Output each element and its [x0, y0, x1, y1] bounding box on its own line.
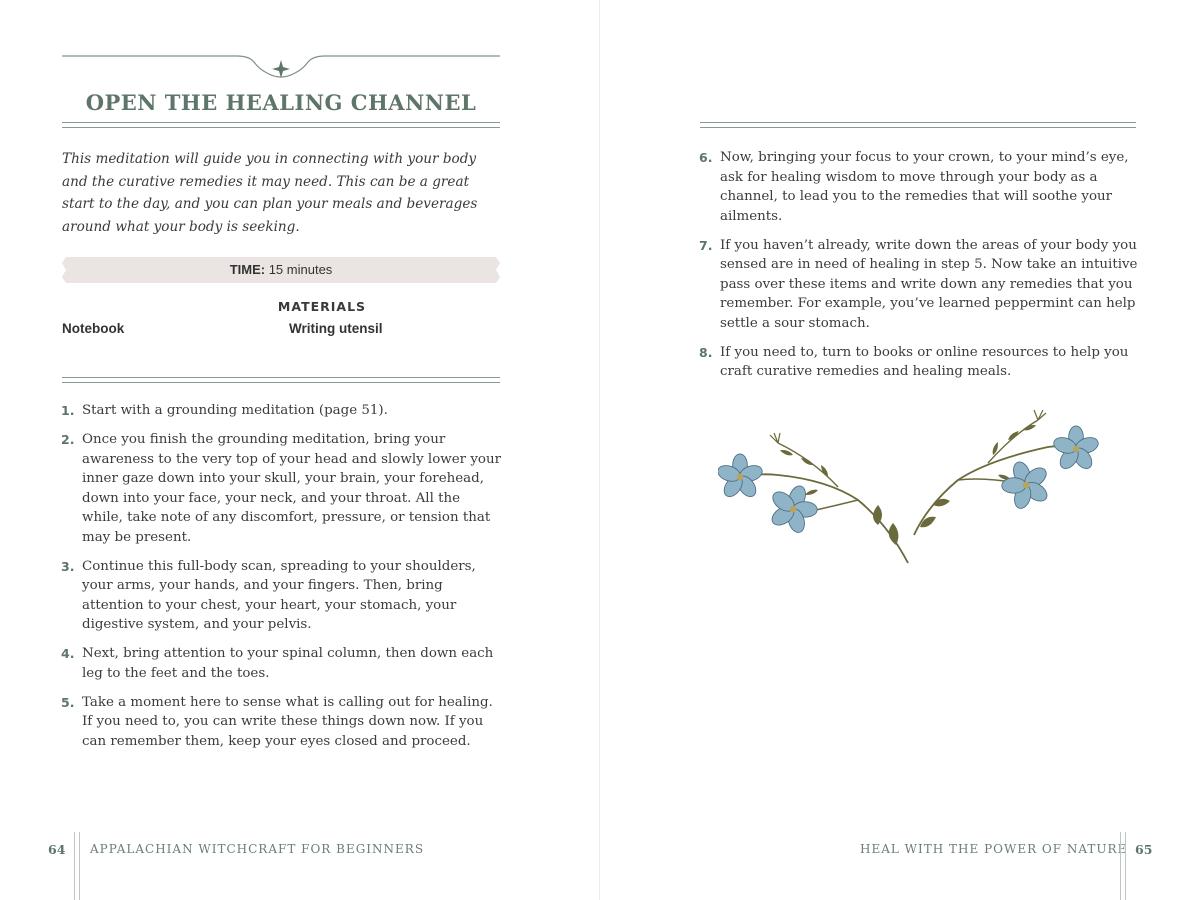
four-point-star-icon: [272, 60, 290, 78]
step-number: 1.: [61, 403, 75, 418]
list-item: [62, 401, 502, 421]
list-item: [62, 557, 502, 635]
step-number: 8.: [699, 344, 713, 360]
steps-list-right: [700, 148, 1140, 391]
page-title: OPEN THE HEALING CHANNEL: [85, 90, 477, 115]
footer-rule-left: [74, 832, 80, 900]
step-number: 7.: [699, 237, 713, 253]
step-number: 6.: [699, 150, 713, 165]
step-text: Once you finish the grounding meditation, bring your awareness to the very top of your head and slowly lower your inner gaze down into your skull, your brain, your forehead, down into your face, your neck, and your throat. All the while, take note of any discomfort, pressure, or tension that may be present.: [82, 432, 501, 545]
step-text: Start with a grounding meditation (page 51).: [82, 403, 388, 418]
title-ornament: [62, 45, 500, 85]
list-item: [62, 644, 502, 683]
left-flower-spray: [718, 433, 908, 563]
intro-paragraph: This meditation will guide you in connecting with your body and the curative remedies it may need. This can be a great start to the day, and you can plan your meals and beverages around what your body is seeking.: [62, 151, 478, 235]
right-flower-spray: [914, 410, 1100, 535]
footer-rule-right: [1120, 832, 1126, 900]
step-number: 5.: [61, 694, 75, 710]
step-text: If you haven’t already, write down the areas of your body you sensed are in need of healing in step 5. Now take an intuitive pass over these items and write down any remedies that you remember. For example, you’ve learned peppermint can help settle a sour stomach.: [720, 237, 1138, 331]
step-number: 3.: [61, 558, 75, 574]
list-item: [62, 693, 502, 752]
list-item: [62, 430, 502, 547]
list-item: [700, 236, 1140, 334]
list-item: [700, 343, 1140, 382]
blue-flax-flowers-illustration: [718, 405, 1104, 575]
time-label: TIME:: [229, 262, 266, 277]
time-value: 15 minutes: [265, 262, 333, 277]
steps-list-left: [62, 401, 502, 761]
step-text: Continue this full-body scan, spreading to your shoulders, your arms, your hands, and your fingers. Then, bring attention to your chest, your heart, your stomach, your digestive system, and your pelvis.: [82, 558, 476, 632]
step-text: Take a moment here to sense what is calling out for healing. If you need to, you can write these things down now. If you can remember them, keep your eyes closed and proceed.: [82, 694, 493, 749]
title-underline: [62, 122, 500, 128]
step-text: If you need to, turn to books or online resources to help you craft curative remedies and healing meals.: [720, 344, 1129, 379]
running-footer-right: HEAL WITH THE POWER OF NATURE: [860, 842, 1128, 856]
material-item: Writing utensil: [289, 321, 383, 336]
page-number-right: 65: [1135, 842, 1153, 857]
materials-heading: MATERIALS: [277, 299, 367, 314]
page-number-left: 64: [48, 842, 66, 857]
step-number: 2.: [61, 432, 75, 447]
material-item: Notebook: [62, 321, 125, 336]
step-text: Next, bring attention to your spinal column, then down each leg to the feet and the toes.: [82, 646, 494, 681]
step-text: Now, bringing your focus to your crown, to your mind’s eye, ask for healing wisdom to move through your body as a channel, to lead you to the remedies that will soothe your ailments.: [720, 150, 1129, 224]
section-divider: [62, 377, 500, 383]
time-info: [62, 262, 500, 277]
list-item: [700, 148, 1140, 226]
running-footer-left: APPALACHIAN WITCHCRAFT FOR BEGINNERS: [90, 842, 425, 856]
step-number: 4.: [61, 646, 75, 661]
top-rule-right: [700, 122, 1136, 128]
